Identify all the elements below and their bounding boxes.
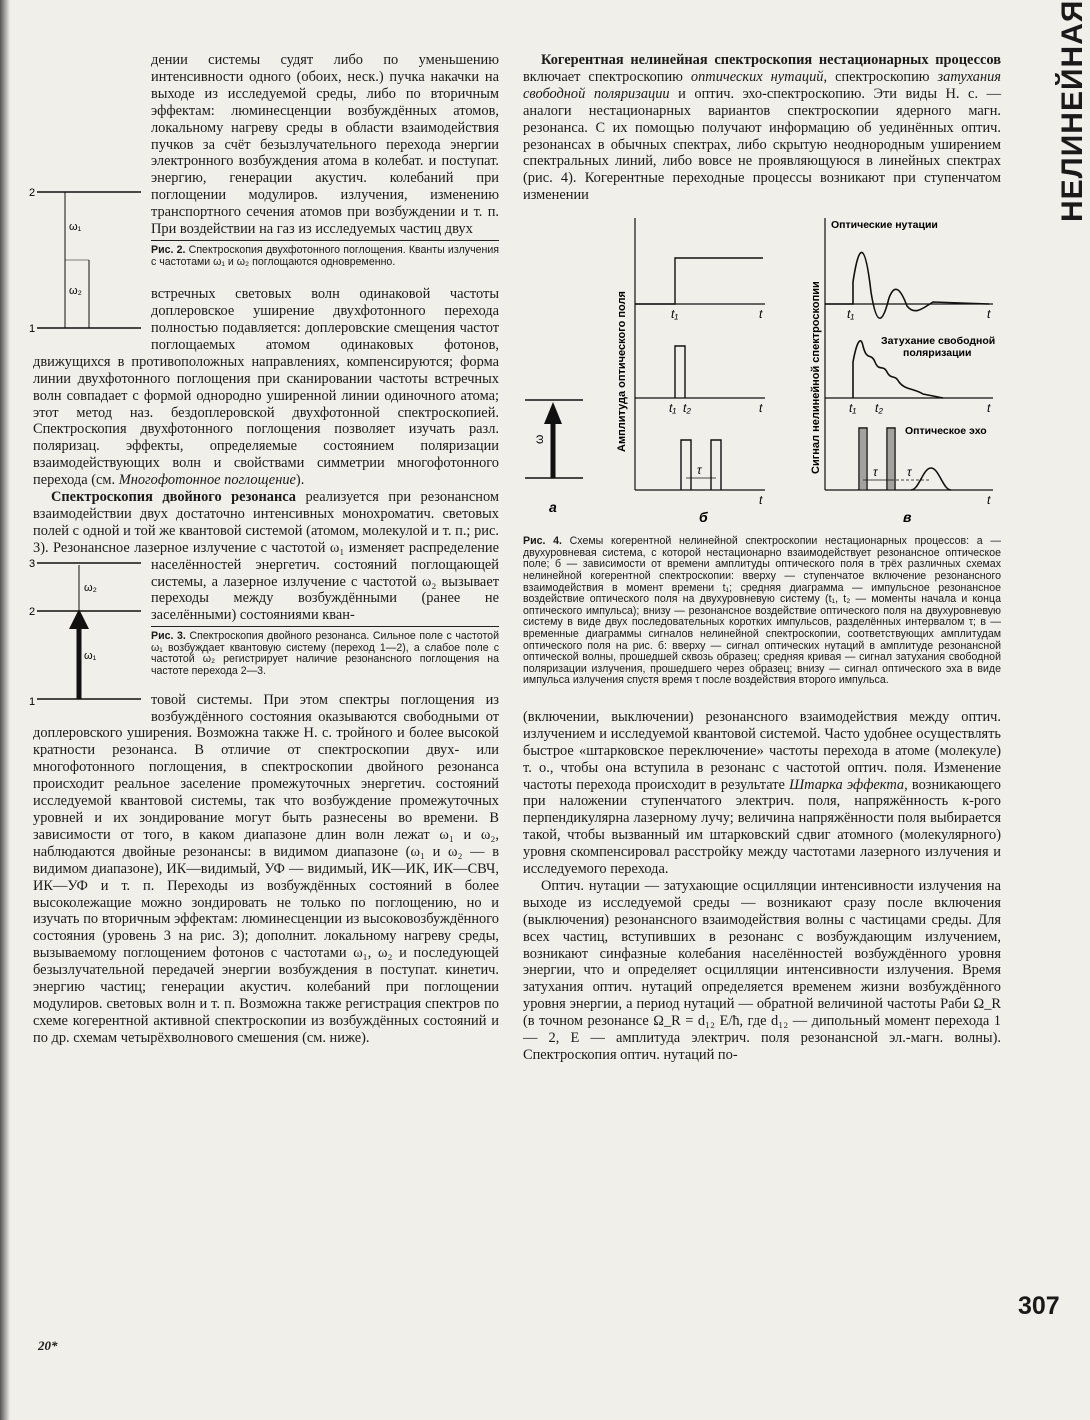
omega-2-label: ω₂ (69, 285, 82, 297)
left-paragraph-2: встречных световых волн одинаковой частоты доплеровское уширение двухфотонного перехода полностью подавляется: доплеровские смещения частот поглощаемых атомом одинаковых фотонов, движущихся в противоположных направлениях, компенсируются; форма линии двухфотонного поглощения при сканировании частоты встречных волн совпадает с формой однородно уширенной линии одиночного атома; этот метод наз. бездоплеровской двухфотонной спектроскопией. Спектроскопия двухфотонного поглощения позволяет изучать разл. поляризац. эффекты, определяемые состоянием поляризации взаимодействующих волн и свойствами симметрии многофотонного перехода (см. Многофотонное поглощение). (33, 286, 499, 489)
t-label: t (987, 401, 991, 416)
omega-2-label: ω₂ (84, 581, 97, 594)
panel-b-label: б (699, 509, 708, 526)
right-paragraph-3: Оптич. нутации — затухающие осцилляции интенсивности излучения на выходе из исследуемой среды — возникают сразу после включения (выключения) резонансного взаимодействия волны с частицами среды. Для всех частиц, вступивших в резонанс с возбуждающим излучением, возникают синфазные колебания населённостей возбуждённого уровня энергии, что и определяет осцилляции интенсивности излучения. Время затухания оптич. нутаций определяется временем жизни возбуждённого уровня энергии, а период нутаций — обратной величиной частоты Раби Ω_R (в точном резонансе Ω_R = d₁₂ E/ħ, где d₁₂ — дипольный момент перехода 1 — 2, E — амплитуда электрич. поля резонансной эл.-магн. волны). Спектроскопия оптич. нутаций по- (523, 877, 1001, 1063)
right-paragraph-1: Когерентная нелинейная спектроскопия нестационарных процессов включает спектроскопию оптических нутаций, спектроскопию затухания свободной поляризации и оптич. эхо-спектроскопию. Эти виды Н. с. — аналоги нестационарных вариантов спектроскопии ядерного магн. резонанса. С их помощью получают информацию об уединённых оптич. резонансах в обычных спектрах, либо скрытую неоднородным уширением спектральных линий, либо вовсе не проявляющуюся в линейных спектрах (рис. 4). Когерентные переходные процессы возникают при ступенчатом изменении (523, 52, 1001, 204)
panel-c-signals (810, 218, 995, 525)
figure-4-caption: Рис. 4. Схемы когерентной нелинейной спектроскопии нестационарных процессов: а — двухуровневая система, с которой нестационарно взаимодействует резонансное оптическое поле; б — зависимости от времени амплитуды оптического поля в трёх различных схемах нелинейной когерентной спектроскопии: вверху — ступенчатое включение резонансного взаимодействия в момент времени t₁; средняя диаграмма — импульсное резонансное воздействие оптического поля на двухуровневую систему (t₁, t₂ — моменты начала и конца оптического импульса); внизу — резонансное воздействие оптического поля на двухуровневую систему в виде двух последовательных коротких импульсов, разделённых интервалом τ; в — временные диаграммы сигналов нелинейной спектроскопии, соответствующих амплитудам оптического поля на рис. б: вверху — сигнал оптических нутаций в амплитуде резонансной оптической волны, прошедшей сквозь образец; средняя кривая — сигнал затухания свободной поляризации излучения, прошедшего через образец; внизу — сигнал оптического эха в виде импульса излучения спустя время τ после воздействия второго импульса. (523, 535, 1001, 687)
t1-label: t₁ (849, 401, 857, 416)
t-label: t (759, 493, 763, 508)
figure-2-diagram (29, 188, 143, 340)
figure-3-rule (151, 626, 499, 627)
right-column (523, 52, 1001, 1064)
right-paragraph-2: (включении, выключении) резонансного взаимодействия между оптич. излучением и исследуемой квантовой системой. Часто удобнее осуществлять быстрое «штарковское переключение» частоты перехода в атоме (молекуле) т. о., чтобы она вступила в резонанс с частотой оптич. поля. Изменение частоты перехода происходит в результате Штарка эффекта, возникающего при наложении ступенчатого электрич. поля, напряжённость к-рого перпендикулярна лазерному лучу; величина напряжённости поля выбирается такой, чтобы вызванный им штарковский сдвиг атомного (молекулярного) уровня скомпенсировал расстройку между частотами лазерного излучения и исследуемого перехода. (523, 708, 1001, 878)
running-head: НЕЛИНЕЙНАЯ (1056, 0, 1089, 222)
panel-c-ylabel: Сигнал нелинейной спектроскопии (810, 281, 822, 475)
level-2-label: 2 (29, 187, 36, 199)
t1-label: t₁ (847, 307, 855, 322)
t1-label: t₁ (669, 401, 677, 416)
figure-4-diagram (523, 212, 1001, 532)
t-label: t (759, 307, 763, 322)
figure-2-rule (151, 240, 499, 241)
label-fid-1: Затухание свободной (881, 335, 996, 348)
label-optical-nutations: Оптические нутации (831, 219, 938, 232)
tau-label: τ (907, 465, 912, 480)
t2-label: t₂ (683, 401, 691, 416)
tau-label: τ (873, 465, 878, 480)
left-paragraph-4: товой системы. При этом спектры поглощения из возбуждённого состояния оказываются свободными от доплеровского уширения. Возможна также Н. с. тройного и более высокой кратности резонанса. В отличие от спектроскопии двух- или многофотонного поглощения, в спектроскопии двойного резонанса происходит реальное заселение промежуточных энергетич. состояний исследуемой квантовой системы, так что возбуждение промежуточных уровней и их зондирование могут быть разнесены во времени. В зависимости от того, в каком диапазоне длин волн лежат ω₁ и ω₂, наблюдаются двойные резонансы: в видимом диапазоне (ω₁ и ω₂ — в видимом диапазоне), ИК—видимый, УФ — видимый, ИК—ИК, ИК—СВЧ, ИК—УФ и т. п. Переходы из возбуждённых состояний в более высоколежащие можно зондировать не только по поглощению, но и изучать по вторичным эффектам: люминесценции из высоковозбуждённого состояния (уровень 3 на рис. 3); дополнит. локальному нагреву среды, вызываемому поглощением фотонов с частотами ω₁, ω₂ и последующей безызлучательной передачей энергии возбуждения в поступат. кинетич. энергию частиц; генерации акустич. колебаний при поглощении модулиров. световых волн и т. п. Возможна также регистрация спектров по схеме когерентной активной спектроскопии из возбуждённых состояний и по др. схемам четырёхволнового смешения (см. ниже). (33, 691, 499, 1046)
figure-3-diagram (29, 557, 143, 707)
left-paragraph-3: Спектроскопия двойного резонанса реализуется при резонансном взаимодействии двух достаточно интенсивных монохроматич. световых полей с одной и той же квантовой системой (атомом, молекулой и т. п.; рис. 3). Резонансное лазерное излучение с частотой ω₁ изменяет 3 2 1 ω₂ ω₁ распределение населённостей энергетич. состояний поглощающей системы, а лазерное излучение с частотой ω₂ вызывает переходы между возбуждёнными (ранее не заселёнными) состояниями кван- (29, 489, 499, 708)
omega-1-label: ω₁ (84, 649, 97, 662)
level-2-label: 2 (29, 605, 36, 618)
panel-b-field-amplitude (616, 218, 765, 525)
t2-label: t₂ (875, 401, 883, 416)
page-number: 307 (1018, 1292, 1060, 1320)
panel-a-two-level-system (525, 400, 583, 515)
omega-label: ω (532, 434, 546, 445)
t-label: t (987, 493, 991, 508)
panel-a-label: а (549, 499, 557, 516)
label-optical-echo: Оптическое эхо (905, 425, 987, 438)
tau-label: τ (697, 463, 702, 478)
level-1-label: 1 (29, 323, 36, 335)
panel-c-label: в (903, 509, 912, 526)
panel-b-ylabel: Амплитуда оптического поля (616, 291, 628, 453)
left-column (29, 52, 499, 1047)
signature-mark: 20* (38, 1338, 58, 1353)
t-label: t (759, 401, 763, 416)
t-label: t (987, 307, 991, 322)
omega-1-label: ω₁ (69, 221, 82, 233)
figure-3-caption: Рис. 3. Спектроскопия двойного резонанса. Сильное поле с частотой ω₁ возбуждает квантовую систему (переход 1—2), а слабое поле с частотой ω₂ регистрирует наличие резонансного поглощения на частоте перехода 2—3. (151, 630, 499, 678)
level-1-label: 1 (29, 695, 36, 708)
page-shadow (0, 0, 10, 1420)
left-paragraph-1: дении системы судят либо по уменьшению интенсивности одного (обоих, неск.) пучка накачки на выходе из исследуемой среды, либо по вторичным эффектам: люминесценции возбуждённых атомов, локальному нагреву среды в области взаимодействия пучков за счёт безызлучательного перехода энергии электронного возбуждения атома в колебат. и поступат. энергию, генерации акустич. колебаний при поглощении модулиров. излучения, изменению транспортного сечения атомов при возбуждении и т. п. При воздействии на газ из исследуемых частиц двух (151, 52, 499, 238)
level-3-label: 3 (29, 557, 36, 570)
t1-label: t₁ (671, 307, 679, 322)
label-fid-2: поляризации (903, 347, 972, 360)
figure-2-caption: Рис. 2. Спектроскопия двухфотонного поглощения. Кванты излучения с частотами ω₁ и ω₂ поглощаются одновременно. (151, 243, 499, 268)
